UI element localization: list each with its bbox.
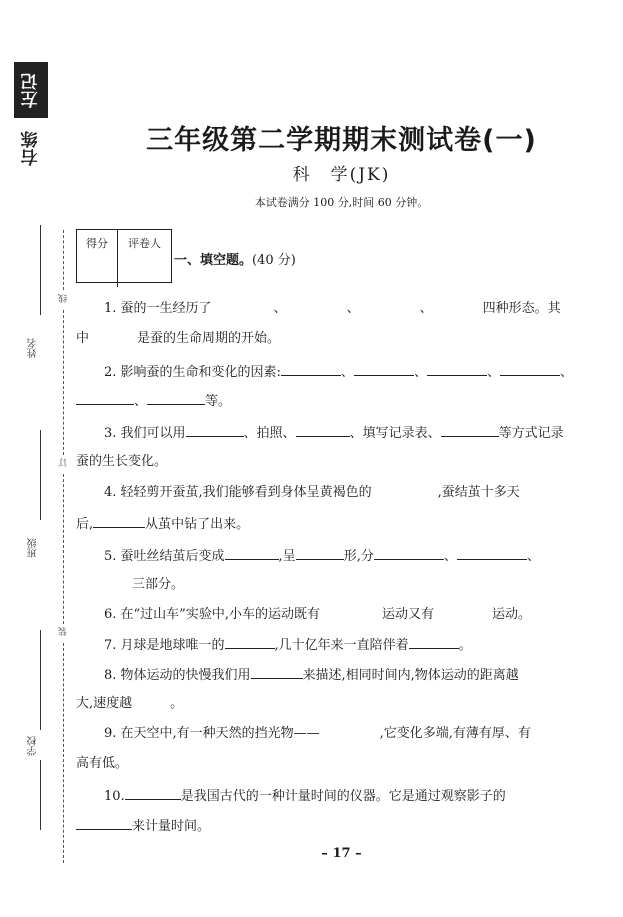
binding-mark-order: 订	[59, 458, 69, 467]
answer-blank[interactable]	[354, 361, 414, 376]
answer-blank[interactable]	[409, 634, 459, 649]
binding-mark-bind: 装	[59, 627, 69, 636]
answer-blank[interactable]	[441, 422, 499, 437]
score-label: 得分	[77, 230, 118, 287]
answer-blank[interactable]	[251, 664, 303, 679]
question-3-cont: 蚕的生长变化。	[76, 454, 168, 469]
question-3: 3. 我们可以用 、拍照、 、填写记录表、 等方式记录	[104, 422, 604, 444]
question-10-cont: 来计量时间。	[76, 815, 576, 837]
school-line	[40, 630, 41, 730]
question-5: 5. 蚕吐丝结茧后变成 ,呈 形,分 、 、	[104, 545, 604, 567]
binding-dash-1	[63, 230, 64, 290]
name-line	[40, 225, 41, 315]
answer-blank[interactable]	[225, 634, 275, 649]
answer-blank[interactable]	[427, 361, 487, 376]
brand-strip	[14, 62, 48, 182]
class-label: 班级	[28, 538, 39, 558]
school-label: 学校	[28, 736, 39, 756]
answer-blank[interactable]	[457, 545, 527, 560]
answer-blank[interactable]	[76, 390, 134, 405]
answer-blank[interactable]	[93, 513, 145, 528]
question-1-cont: 中 是蚕的生命周期的开始。	[76, 331, 281, 346]
margin-line-bottom	[40, 760, 41, 830]
binding-mark-line: 线	[59, 294, 69, 303]
question-8-cont: 大,速度越 。	[76, 696, 184, 711]
section-title: 一、填空题。	[174, 253, 253, 268]
page-number: – 17 –	[321, 846, 362, 861]
answer-blank[interactable]	[125, 785, 181, 800]
exam-subject: 科 学(JK)	[292, 165, 391, 185]
score-box	[76, 229, 172, 283]
question-2-cont: 、 等。	[76, 390, 576, 412]
question-2: 2. 影响蚕的生命和变化的因素: 、 、 、 、	[104, 361, 604, 383]
answer-blank[interactable]	[225, 545, 279, 560]
answer-blank[interactable]	[281, 361, 341, 376]
question-8: 8. 物体运动的快慢我们用 来描述,相同时间内,物体运动的距离越	[104, 664, 604, 686]
binding-dash-3	[63, 474, 64, 624]
binding-dash-4	[63, 643, 64, 863]
answer-blank[interactable]	[296, 422, 350, 437]
question-1: 1. 蚕的一生经历了 、 、 、 四种形态。其	[104, 301, 561, 316]
question-4: 4. 轻轻剪开蚕茧,我们能够看到身体呈黄褐色的 ,蚕结茧十多天	[104, 485, 520, 500]
name-label: 姓名	[28, 338, 39, 358]
answer-blank[interactable]	[296, 545, 344, 560]
answer-blank[interactable]	[76, 815, 132, 830]
answer-blank[interactable]	[186, 422, 244, 437]
question-6: 6. 在“过山车”实验中,小车的运动既有 运动又有 运动。	[104, 607, 531, 622]
brand-logo: 左记	[14, 62, 48, 118]
exam-note: 本试卷满分 100 分,时间 60 分钟。	[254, 196, 429, 209]
grader-label: 评卷人	[128, 237, 161, 250]
answer-blank[interactable]	[374, 545, 444, 560]
question-9: 9. 在天空中,有一种天然的挡光物—— ,它变化多端,有薄有厚、有	[104, 726, 531, 741]
class-line	[40, 430, 41, 520]
answer-blank[interactable]	[500, 361, 560, 376]
brand-text: 右练	[21, 130, 42, 166]
binding-dash-2	[63, 310, 64, 455]
question-7: 7. 月球是地球唯一的 ,几十亿年来一直陪伴着 。	[104, 634, 604, 656]
question-10: 10. 是我国古代的一种计量时间的仪器。它是通过观察影子的	[104, 785, 604, 807]
answer-blank[interactable]	[147, 390, 205, 405]
exam-title: 三年级第二学期期末测试卷(一)	[146, 125, 537, 156]
section-points: (40 分)	[252, 253, 296, 268]
section-heading	[174, 249, 296, 268]
question-4-cont: 后, 从茧中钻了出来。	[76, 513, 576, 535]
question-5-cont: 三部分。	[132, 577, 185, 592]
question-9-cont: 高有低。	[76, 756, 129, 771]
